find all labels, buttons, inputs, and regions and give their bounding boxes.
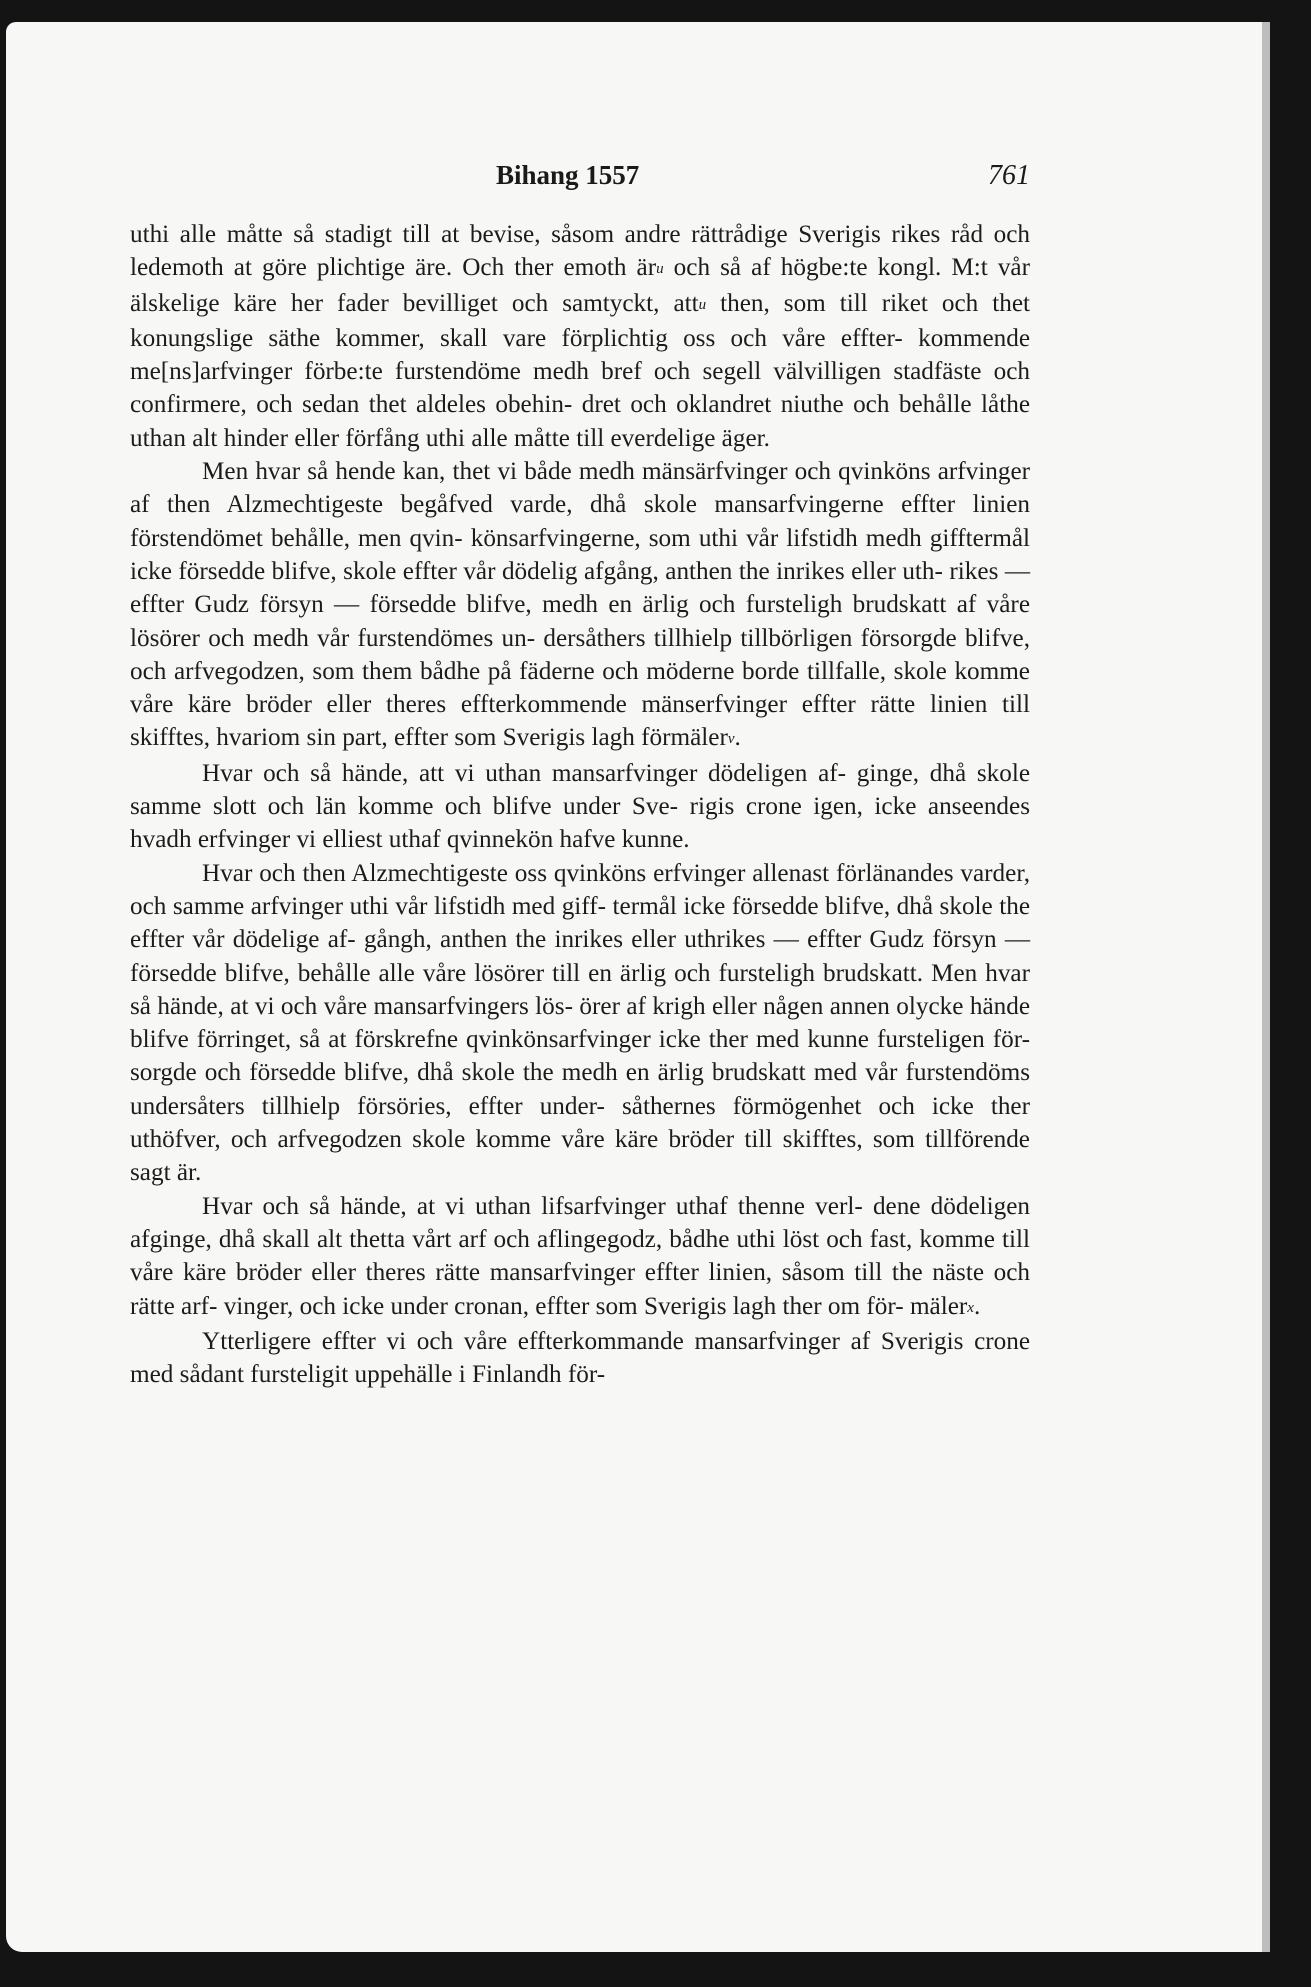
- text-line: komme våre käre bröder eller theres effterkommende mänserfvinger: [130, 657, 1030, 719]
- text-line: Ytterligere effter vi och våre effterkommande mansarfvinger af: [202, 1327, 871, 1355]
- paragraph-3: [130, 757, 1030, 857]
- text-line: dersåthers tillhielp tillbörligen försorgde blifve, och arfvegodzen,: [130, 624, 1031, 685]
- text-line: termål icke försedde blifve, dhå skole the effter vår dödelige af-: [130, 892, 1031, 954]
- page-header: [130, 160, 1030, 200]
- text-line: förskrefne qvinkönsarfvinger icke ther med kunne fursteligen för-: [354, 1026, 1030, 1054]
- text-line: effter rätte linien till skifftes, hvariom sin part, effter som Sverigis: [130, 691, 1031, 752]
- text-line: kommende me[ns]arfvinger förbe:te furstendöme medh bref och segell: [130, 324, 1031, 386]
- text-line: gångh, anthen the inrikes eller uthrikes — effter Gudz försyn —: [363, 926, 1031, 954]
- text-line: rikes — effter Gudz försyn — försedde blifve, medh en ärlig och: [130, 557, 1031, 619]
- text-line: vinger, och icke under cronan, effter som Sverigis lagh ther om för-: [223, 1292, 904, 1320]
- text-line: fader bevilliget och samtyckt, att: [337, 289, 699, 317]
- page-edge: [1262, 22, 1270, 1952]
- text-line: sorgde och försedde blifve, dhå skole the medh en ärlig brudskatt: [130, 1059, 806, 1087]
- body-text: [130, 218, 1030, 1391]
- text-line: qvinnekön hafve kunne.: [446, 826, 690, 854]
- paragraph-4: [130, 857, 1030, 1190]
- text-line: Hvar och så hände, at vi uthan lifsarfvinger uthaf thenne verl-: [202, 1192, 863, 1220]
- paragraph-1: [130, 218, 1030, 455]
- text-line: skole komme våre käre bröder till skifftes, som tillförende sagt är.: [130, 1126, 1030, 1187]
- text-line: dret och oklandret niuthe och behålle låthe uthan alt hinder eller: [130, 391, 1030, 452]
- text-line: ginge, dhå skole samme slott och län komme och blifve under Sve-: [130, 759, 1031, 821]
- text-line: rigis crone igen, icke anseendes hvadh erfvinger vi elliest uthaf: [130, 793, 1030, 854]
- text-line: såthernes förmögenhet och icke ther uthöfver, och arfvegodzen: [130, 1092, 1030, 1154]
- text-line: örer af krigh eller någen annen olycke hände blifve förringet, så at: [130, 992, 1031, 1054]
- text-line: Men hvar så hende kan, thet vi både medh mänsärfvinger: [202, 458, 788, 486]
- text-line: lagh förmäler: [591, 724, 728, 752]
- text-line: fursteligh brudskatt af våre lösörer och medh vår furstendömes un-: [130, 591, 1030, 652]
- paragraph-2: [130, 455, 1030, 757]
- footnote-marker: x: [967, 1299, 974, 1316]
- text-line: bådhe uthi löst och fast, komme till våre käre bröder eller theres: [130, 1225, 1030, 1287]
- text-line: skole mansarfvingerne effter linien förstendömet behålle, men qvin-: [130, 491, 1030, 552]
- page-number: 761: [988, 160, 1030, 191]
- footnote-marker: u: [656, 261, 664, 278]
- text-line: Sverigis crone med sådant fursteligit uppehälle i Finlandh för-: [130, 1327, 1031, 1389]
- text-line: .: [734, 724, 741, 752]
- text-line: rätte mansarfvinger effter linien, såsom till the näste och rätte arf-: [130, 1259, 1030, 1320]
- text-line: konungslige säthe kommer, skall vare förplichtig oss och våre effter-: [130, 324, 903, 352]
- text-line: förlänandes varder, och samme arfvinger uthi vår lifstidh med giff-: [130, 859, 1031, 920]
- text-line: med vår furstendöms undersåters tillhielp försöries, effter under-: [130, 1059, 1030, 1120]
- text-line: välvilligen stadfäste och confirmere, och sedan thet aldeles obehin-: [130, 358, 1030, 419]
- text-line: Sverigis rikes råd och ledemoth at göre plichtige äre. Och ther: [130, 221, 1030, 282]
- text-line: försedde blifve, behålle alle våre lösörer till en ärlig och fursteligh: [130, 959, 816, 987]
- text-line: brudskatt. Men hvar så hände, at vi och våre mansarfvingers lös-: [130, 959, 1031, 1020]
- text-line: Hvar och then Alzmechtigeste oss qvinköns erfvinger allenast: [202, 859, 830, 887]
- running-head: Bihang 1557: [496, 160, 640, 190]
- text-line: könsarfvingerne, som uthi vår lifstidh medh gifftermål icke försedde: [130, 524, 1031, 585]
- text-line: blifve, skole effter vår dödelig afgång, anthen the inrikes eller uth-: [271, 557, 943, 585]
- paragraph-5: [130, 1190, 1030, 1325]
- text-line: .: [973, 1292, 981, 1320]
- text-line: then, som till riket och thet: [706, 289, 1031, 317]
- text-line: mäler: [909, 1292, 968, 1320]
- text-line: som them bådhe på fäderne och möderne borde tillfalle, skole: [312, 657, 947, 685]
- paragraph-6: [130, 1325, 1030, 1392]
- text-line: förfång uthi alle måtte till everdelige äger.: [345, 424, 770, 452]
- text-line: Hvar och så hände, att vi uthan mansarfvinger dödeligen af-: [202, 759, 847, 787]
- footnote-marker: v: [727, 731, 735, 748]
- text-line: emoth är: [563, 254, 657, 282]
- text-line: och qvinköns arfvinger af then Alzmechtigeste begåfved varde, dhå: [130, 458, 1031, 519]
- text-line: uthi alle måtte så stadigt till at bevise, såsom andre rättrådige: [130, 221, 788, 248]
- text-line: dene dödeligen afginge, dhå skall alt thetta vårt arf och aflingegodz,: [130, 1192, 1031, 1253]
- text-line: och så af högbe:te kongl. M:t vår älskelige käre her: [130, 254, 1030, 317]
- footnote-marker: u: [698, 296, 707, 313]
